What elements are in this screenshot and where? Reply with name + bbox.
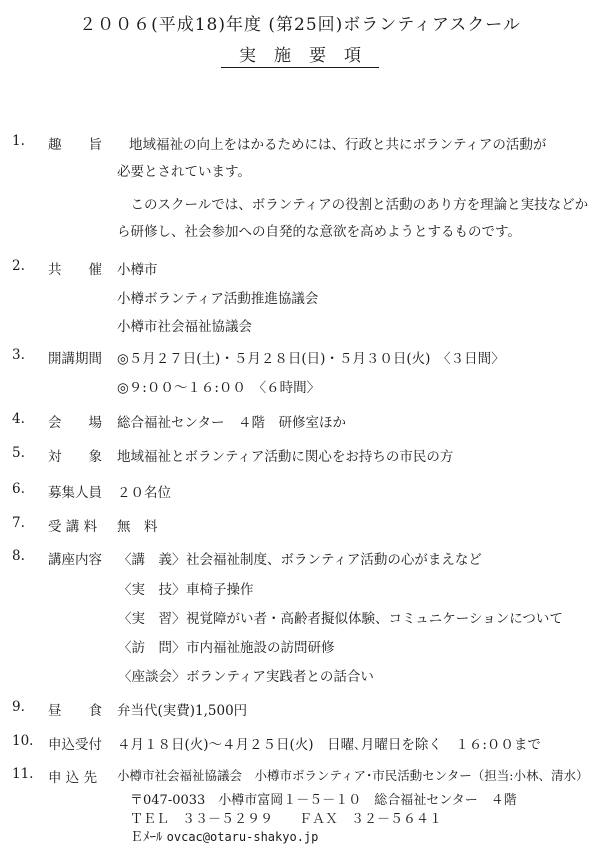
item-text: ◎９:００～１６:００ 〈６時間〉 — [117, 380, 321, 396]
item-number: 3. — [12, 347, 25, 363]
course-category: 〈座談会〉 — [118, 669, 186, 685]
item-label: 共 催 — [48, 262, 102, 278]
email-label: Ｅﾒｰﾙ — [130, 830, 163, 845]
subtitle-text: 実施要項 — [221, 45, 379, 68]
item-label: 申 込 先 — [48, 770, 98, 786]
contact-address: 〒047-0033 小樽市富岡１－５－１０ 総合福祉センター ４階 — [130, 793, 517, 808]
item-text: ◎５月２７日(土)・５月２８日(日)・５月３０日(火) 〈３日間〉 — [117, 351, 505, 367]
course-category: 〈実 技〉 — [118, 582, 186, 598]
course-text: 視覚障がい者・高齢者擬似体験、コミュニケーションについて — [186, 611, 563, 627]
item-number: 4. — [12, 411, 25, 427]
item-text: ４月１８日(火)～４月２５日(火) 日曜､月曜日を除く １６:００まで — [117, 737, 541, 753]
item-label: 講座内容 — [48, 552, 102, 568]
item-number: 9. — [12, 699, 25, 715]
email-address[interactable]: ovcac@otaru-shakyo.jp — [166, 830, 319, 844]
course-category: 〈実 習〉 — [118, 611, 186, 627]
item-label: 申込受付 — [48, 737, 102, 753]
item-label: 昼 食 — [48, 703, 102, 719]
course-category: 〈講 義〉 — [118, 552, 186, 568]
item-label: 開講期間 — [48, 351, 102, 367]
item-number: 11. — [12, 766, 34, 782]
item-text: 弁当代(実費)1,500円 — [117, 703, 248, 719]
item-number: 1. — [12, 133, 25, 149]
document-subtitle — [0, 45, 600, 68]
course-text: ボランティア実践者との話合い — [186, 669, 374, 685]
item-text: 無 料 — [117, 519, 158, 535]
item-text: このスクールでは、ボランティアの役割と活動のあり方を理論と実技などか — [117, 197, 589, 213]
item-text: 小樽市社会福祉協議会 小樽市ボランティア･市民活動センター（担当:小林、清水） — [117, 768, 589, 783]
item-label: 対 象 — [48, 449, 102, 465]
item-text: 地域福祉の向上をはかるためには、行政と共にボランティアの活動が — [129, 137, 547, 153]
contact-tel-fax: ＴＥＬ ３３－５２９９ ＦＡＸ ３２－５６４１ — [130, 812, 443, 827]
item-label: 募集人員 — [48, 485, 102, 501]
item-text: 小樽市社会福祉協議会 — [117, 319, 252, 335]
item-label: 受 講 料 — [48, 519, 98, 535]
item-number: 10. — [12, 733, 34, 749]
item-text: ら研修し、社会参加への自発的な意欲を高めようとするものです。 — [117, 224, 521, 240]
document-title: ２００６(平成18)年度 (第25回)ボランティアスクール — [79, 15, 521, 35]
contact-email-row — [130, 826, 318, 845]
item-number: 2. — [12, 258, 25, 274]
item-text: 小樽ボランティア活動推進協議会 — [117, 291, 319, 307]
item-number: 8. — [12, 548, 25, 564]
item-label: 会 場 — [48, 415, 102, 431]
item-text: 小樽市 — [117, 262, 158, 278]
item-text: 必要とされています。 — [117, 164, 251, 180]
course-text: 車椅子操作 — [186, 582, 254, 598]
item-text: 総合福祉センター ４階 研修室ほか — [117, 415, 346, 431]
item-number: 7. — [12, 515, 25, 531]
item-number: 6. — [12, 481, 25, 497]
course-text: 市内福祉施設の訪問研修 — [186, 640, 335, 656]
course-category: 〈訪 問〉 — [118, 640, 186, 656]
item-label: 趣 旨 — [48, 137, 102, 153]
item-text: 地域福祉とボランティア活動に関心をお持ちの市民の方 — [117, 449, 454, 465]
item-number: 5. — [12, 445, 25, 461]
item-text: ２０名位 — [117, 485, 171, 501]
course-text: 社会福祉制度、ボランティア活動の心がまえなど — [186, 552, 482, 568]
